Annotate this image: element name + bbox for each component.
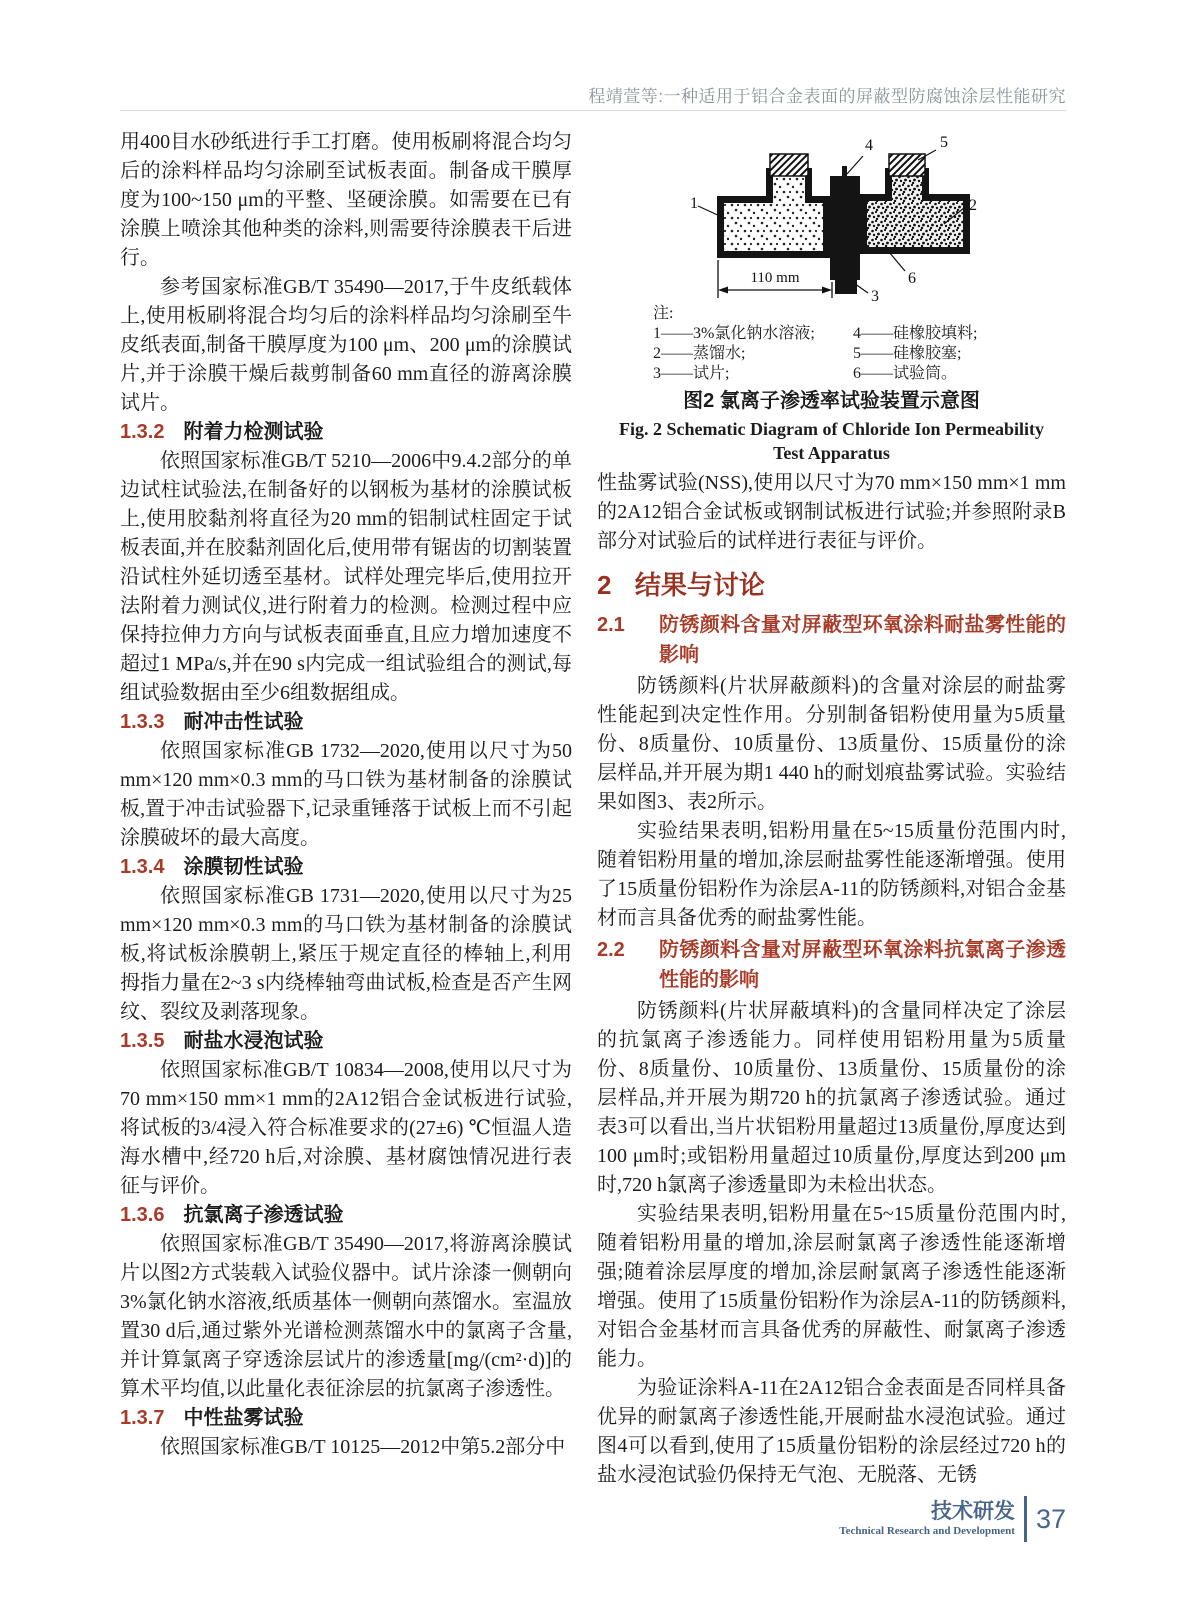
section-heading-1-3-2 (120, 418, 572, 447)
figure-label-3: 3 (870, 288, 879, 302)
section-number: 1.3.5 (120, 1030, 165, 1052)
section-heading-1-3-7 (120, 1404, 572, 1433)
paragraph: 依照国家标准GB 1732—2020,使用以尺寸为50 mm×120 mm×0.3 mm的马口铁为基材制备的涂膜试板,置于冲击试验器下,记录重锤落于试板上而不引起涂膜破坏的最大高度。 (120, 740, 572, 849)
figure-label-2: 2 (968, 197, 977, 214)
section-heading-1-3-4 (120, 853, 572, 882)
section-title: 附着力检测试验 (183, 421, 324, 443)
note-item: 6——试验筒。 (853, 365, 958, 382)
figure-label-4: 4 (864, 137, 873, 154)
footer-section-zh: 技术研发 (930, 1500, 1015, 1523)
section-title: 结果与讨论 (634, 570, 765, 600)
section-heading-2 (597, 568, 1066, 602)
section-number: 1.3.2 (120, 421, 165, 443)
figure-2 (597, 130, 1066, 465)
paragraph: 防锈颜料(片状屏蔽颜料)的含量对涂层的耐盐雾性能起到决定性作用。分别制备铝粉使用量为5质量份、8质量份、10质量份、13质量份、15质量份的涂层样品,并开展为期1 440 h的耐划痕盐雾试验。实验结果如图3、表2所示。 (597, 675, 1066, 813)
section-heading-1-3-6 (120, 1201, 572, 1230)
footer-section-en: Technical Research and Development (839, 1525, 1015, 1537)
section-title: 抗氯离子渗透试验 (183, 1204, 344, 1226)
notes-header: 注: (653, 305, 674, 322)
paragraph: 性盐雾试验(NSS),使用以尺寸为70 mm×150 mm×1 mm的2A12铝合金试板或钢制试板进行试验;并参照附录B部分对试验后的试样进行表征与评价。 (597, 472, 1066, 552)
section-number: 1.3.6 (120, 1204, 165, 1226)
note-item: 3——试片; (653, 365, 730, 382)
section-number: 2.2 (597, 939, 625, 961)
figure-label-5: 5 (939, 134, 948, 151)
running-head: 程靖萱等:一种适用于铝合金表面的屏蔽型防腐蚀涂层性能研究 (588, 87, 1066, 106)
section-title: 耐盐水浸泡试验 (183, 1030, 324, 1052)
section-title: 防锈颜料含量对屏蔽型环氧涂料抗氯离子渗透性能的影响 (659, 939, 1066, 991)
figure-label-6: 6 (907, 270, 916, 287)
paragraph: 依照国家标准GB/T 10125—2012中第5.2部分中 (160, 1436, 566, 1458)
section-number: 2.1 (597, 614, 625, 636)
paragraph: 依照国家标准GB 1731—2020,使用以尺寸为25 mm×120 mm×0.3 mm的马口铁为基材制备的涂膜试板,将试板涂膜朝上,紧压于规定直径的棒轴上,利用拇指力量在2~3 s内绕棒轴弯曲试板,检查是否产生网纹、裂纹及剥落现象。 (120, 885, 572, 1023)
page-footer (839, 1496, 1066, 1542)
paragraph: 依照国家标准GB/T 5210—2006中9.4.2部分的单边试柱试验法,在制备好的以钢板为基材的涂膜试板上,使用胶黏剂将直径为20 mm的铝制试柱固定于试板表面,并在胶黏剂固化后,使用带有锯齿的切割装置沿试柱外延切透至基材。试样处理完毕后,使用拉开法附着力测试仪,进行附着力的检测。检测过程中应保持拉伸力方向与试板表面垂直,且应力增加速度不超过1 MPa/s,并在90 s内完成一组试验组合的测试,每组试验数据由至少6组数据组成。 (120, 450, 572, 704)
figure-caption-en: Fig. 2 Schematic Diagram of Chloride Ion Permeability Test Apparatus (619, 419, 1044, 463)
dimension-label: 110 mm (749, 270, 800, 286)
paragraph: 用400目水砂纸进行手工打磨。使用板刷将混合均匀后的涂料样品均匀涂刷至试板表面。制备成干膜厚度为100~150 μm的平整、坚硬涂膜。如需要在已有涂膜上喷涂其他种类的涂料,则需要待涂膜表干后进行。 (120, 131, 572, 269)
paragraph: 实验结果表明,铝粉用量在5~15质量份范围内时,随着铝粉用量的增加,涂层耐盐雾性能逐渐增强。使用了15质量份铝粉作为涂层A-11的防锈颜料,对铝合金基材而言具备优秀的耐盐雾性能。 (597, 820, 1066, 929)
right-column (597, 128, 1066, 1490)
section-title: 中性盐雾试验 (183, 1407, 304, 1429)
paragraph: 防锈颜料(片状屏蔽填料)的含量同样决定了涂层的抗氯离子渗透能力。同样使用铝粉用量为5质量份、8质量份、10质量份、13质量份、15质量份的涂层样品,并开展为期720 h的抗氯离子渗透试验。通过表3可以看出,当片状铝粉用量超过13质量份,厚度达到100 μm时;或铝粉用量超过10质量份,厚度达到200 μm时,720 h氯离子渗透量即为未检出状态。 (597, 1000, 1066, 1196)
figure-label-1: 1 (689, 195, 698, 212)
figure-caption-zh: 图2 氯离子渗透率试验装置示意图 (683, 390, 980, 412)
note-item: 2——蒸馏水; (653, 345, 746, 362)
section-title: 耐冲击性试验 (183, 711, 304, 733)
section-title: 涂膜韧性试验 (183, 856, 304, 878)
section-title: 防锈颜料含量对屏蔽型环氧涂料耐盐雾性能的影响 (659, 614, 1066, 666)
paragraph: 依照国家标准GB/T 10834—2008,使用以尺寸为70 mm×150 mm×1 mm的2A12铝合金试板进行试验,将试板的3/4浸入符合标准要求的(27±6) ℃恒温人造海水槽中,经720 h后,对涂膜、基材腐蚀情况进行表征与评价。 (120, 1059, 572, 1197)
section-heading-1-3-5 (120, 1027, 572, 1056)
chloride-permeability-apparatus-diagram (682, 130, 982, 302)
paragraph: 依照国家标准GB/T 35490—2017,将游离涂膜试片以图2方式装载入试验仪器中。试片涂漆一侧朝向3%氯化钠水溶液,纸质基体一侧朝向蒸馏水。室温放置30 d后,通过紫外光谱检测蒸馏水中的氯离子含量,并计算氯离子穿透涂层试片的渗透量[mg/(cm²·d)]的算术平均值,以此量化表征涂层的抗氯离子渗透性。 (120, 1233, 572, 1400)
section-heading-2-1 (597, 610, 1066, 670)
note-item: 1——3%氯化钠水溶液; (653, 325, 815, 342)
header-divider (120, 110, 1066, 111)
paragraph: 实验结果表明,铝粉用量在5~15质量份范围内时,随着铝粉用量的增加,涂层耐氯离子渗透性能逐渐增强;随着涂层厚度的增加,涂层耐氯离子渗透性能逐渐增强。使用了15质量份铝粉作为涂层A-11的防锈颜料,对铝合金基材而言具备优秀的屏蔽性、耐氯离子渗透能力。 (597, 1203, 1066, 1370)
paragraph: 参考国家标准GB/T 35490—2017,于牛皮纸载体上,使用板刷将混合均匀后的涂料样品均匀涂刷至牛皮纸表面,制备干膜厚度为100 μm、200 μm的涂膜试片,并于涂膜干燥后裁剪制备60 mm直径的游离涂膜试片。 (120, 276, 572, 414)
note-item: 4——硅橡胶填料; (853, 325, 978, 342)
figure-notes (653, 304, 1066, 384)
section-heading-2-2 (597, 935, 1066, 995)
section-number: 1.3.4 (120, 856, 165, 878)
footer-divider (1024, 1496, 1027, 1542)
left-column (120, 128, 572, 1462)
paragraph: 为验证涂料A-11在2A12铝合金表面是否同样具备优异的耐氯离子渗透性能,开展耐盐水浸泡试验。通过图4可以看到,使用了15质量份铝粉的涂层经过720 h的盐水浸泡试验仍保持无气泡、无脱落、无锈 (597, 1377, 1066, 1486)
section-number: 1.3.7 (120, 1407, 165, 1429)
page-number: 37 (1035, 1503, 1066, 1534)
section-heading-1-3-3 (120, 708, 572, 737)
note-item: 5——硅橡胶塞; (853, 345, 962, 362)
section-number: 1.3.3 (120, 711, 165, 733)
section-number: 2 (597, 570, 612, 600)
